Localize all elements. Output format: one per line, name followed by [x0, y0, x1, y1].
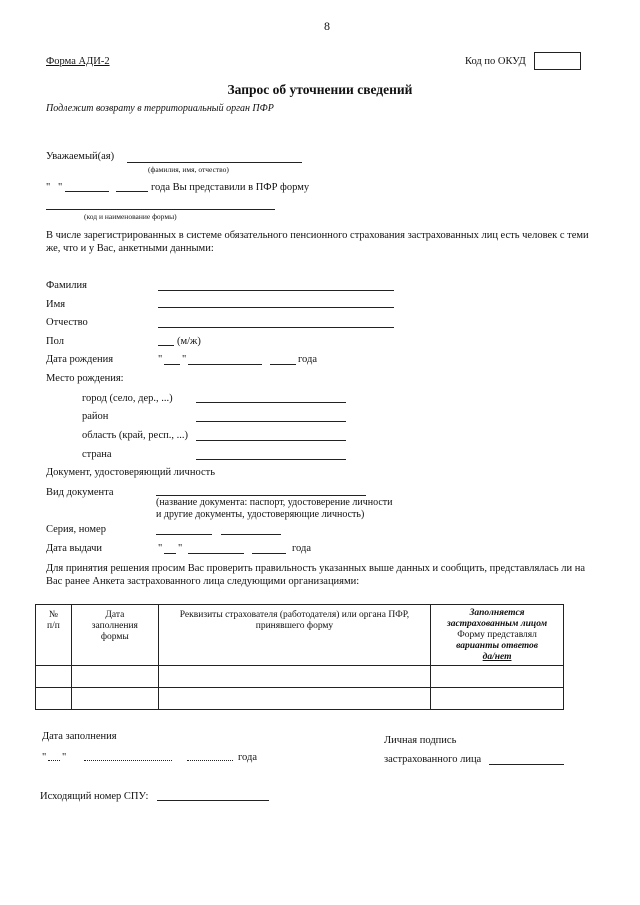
fill-year-word: года — [238, 752, 257, 763]
doc-type-hint-2: и другие документы, удостоверяющие личность) — [156, 509, 365, 520]
col-number-a: № — [48, 610, 58, 620]
okud-field[interactable] — [534, 52, 581, 70]
submitted-year-field[interactable] — [116, 191, 148, 192]
issue-day-field[interactable] — [164, 553, 176, 554]
col-requisites-header — [158, 605, 430, 666]
surname-label: Фамилия — [46, 280, 87, 291]
col-answer-d: варианты ответов — [456, 641, 539, 651]
table-cell[interactable] — [71, 666, 158, 688]
col-number-b: п/п — [47, 621, 60, 631]
col-date-a: Дата — [105, 610, 125, 620]
patronymic-field[interactable] — [158, 327, 394, 328]
col-requisites-a: Реквизиты страхователя (работодателя) или органа ПФР, — [179, 610, 410, 620]
col-answer-a: Заполняется — [469, 608, 525, 618]
fio-field[interactable] — [127, 162, 302, 163]
issue-year-word: года — [292, 543, 311, 554]
fill-month-field[interactable] — [84, 760, 172, 761]
fill-quote-open: " — [42, 752, 47, 763]
form-code-field[interactable] — [46, 209, 275, 210]
id-document-label: Документ, удостоверяющий личность — [46, 467, 215, 478]
sex-field[interactable] — [158, 345, 174, 346]
table-cell[interactable] — [431, 666, 564, 688]
doc-type-label: Вид документа — [46, 487, 114, 498]
table-cell[interactable] — [158, 666, 430, 688]
outgoing-number-label: Исходящий номер СПУ: — [40, 791, 149, 802]
quote-close: " — [58, 182, 63, 193]
signature-label-2: застрахованного лица — [384, 754, 482, 765]
country-field[interactable] — [196, 459, 346, 460]
district-field[interactable] — [196, 421, 346, 422]
table-row — [36, 688, 564, 710]
birth-year-word: года — [298, 354, 317, 365]
organizations-table — [35, 604, 564, 710]
subtitle: Подлежит возврату в территориальный орган ПФР — [46, 103, 274, 114]
signature-label-1: Личная подпись — [384, 735, 457, 746]
birth-year-field[interactable] — [270, 364, 296, 365]
city-field[interactable] — [196, 402, 346, 403]
col-date-b: заполнения — [91, 621, 138, 631]
submitted-month-field[interactable] — [65, 191, 109, 192]
name-field[interactable] — [158, 307, 394, 308]
table-cell[interactable] — [71, 688, 158, 710]
birth-quote-close: " — [182, 354, 187, 365]
series-number-label: Серия, номер — [46, 524, 106, 535]
doc-type-hint-1: (название документа: паспорт, удостоверение личности — [156, 497, 393, 508]
series-field[interactable] — [156, 534, 212, 535]
outgoing-number-field[interactable] — [157, 800, 269, 801]
signature-field[interactable] — [489, 764, 564, 765]
issue-date-label: Дата выдачи — [46, 543, 103, 554]
table-cell[interactable] — [431, 688, 564, 710]
form-code-hint: (код и наименование формы) — [84, 212, 177, 221]
fio-hint: (фамилия, имя, отчество) — [148, 165, 229, 174]
fill-day-field[interactable] — [48, 760, 60, 761]
col-number-header — [36, 605, 72, 666]
issue-quote-open: " — [158, 543, 163, 554]
paragraph1-line1: В числе зарегистрированных в системе обязательного пенсионного страхования застрахованных лиц есть человек с теми — [46, 230, 589, 241]
city-label: город (село, дер., ...) — [82, 393, 173, 404]
table-row — [36, 666, 564, 688]
name-label: Имя — [46, 299, 66, 310]
paragraph2-line1: Для принятия решения просим Вас проверить правильность указанных выше данных и сообщить, представлялась ли на — [46, 563, 586, 574]
fill-date-label: Дата заполнения — [42, 731, 117, 742]
fill-quote-close: " — [62, 752, 67, 763]
fill-year-field[interactable] — [187, 760, 233, 761]
number-field[interactable] — [221, 534, 281, 535]
col-answer-header — [431, 605, 564, 666]
region-label: область (край, респ., ...) — [82, 430, 188, 441]
col-answer-e: да/нет — [482, 652, 512, 662]
district-label: район — [82, 411, 109, 422]
birth-month-field[interactable] — [188, 364, 262, 365]
okud-label: Код по ОКУД — [465, 56, 526, 67]
col-date-c: формы — [100, 632, 129, 642]
col-answer-c: Форму представлял — [457, 630, 537, 640]
sex-hint: (м/ж) — [177, 336, 201, 347]
birth-place-label: Место рождения: — [46, 373, 124, 384]
sex-label: Пол — [46, 336, 64, 347]
table-cell[interactable] — [36, 666, 72, 688]
birth-day-field[interactable] — [164, 364, 180, 365]
surname-field[interactable] — [158, 290, 394, 291]
salutation-label: Уважаемый(ая) — [46, 151, 115, 162]
birth-quote-open: " — [158, 354, 163, 365]
quote-open: " — [46, 182, 51, 193]
col-date-header — [71, 605, 158, 666]
table-header-row — [36, 605, 564, 666]
page-number: 8 — [324, 19, 330, 33]
submitted-text: года Вы представили в ПФР форму — [151, 182, 310, 193]
patronymic-label: Отчество — [46, 317, 88, 328]
paragraph2-line2: Вас ранее Анкета застрахованного лица следующими организациями: — [46, 576, 360, 587]
country-label: страна — [82, 449, 112, 460]
issue-year-field[interactable] — [252, 553, 286, 554]
paragraph1-line2: же, что и у Вас, анкетными данными: — [46, 243, 214, 254]
birth-date-label: Дата рождения — [46, 354, 114, 365]
region-field[interactable] — [196, 440, 346, 441]
issue-quote-close: " — [178, 543, 183, 554]
col-requisites-b: принявшего форму — [255, 621, 334, 631]
form-code: Форма АДИ-2 — [46, 56, 110, 67]
col-answer-b: застрахованным лицом — [447, 619, 548, 629]
table-cell[interactable] — [158, 688, 430, 710]
table-cell[interactable] — [36, 688, 72, 710]
page-title: Запрос об уточнении сведений — [227, 82, 413, 97]
issue-month-field[interactable] — [188, 553, 244, 554]
